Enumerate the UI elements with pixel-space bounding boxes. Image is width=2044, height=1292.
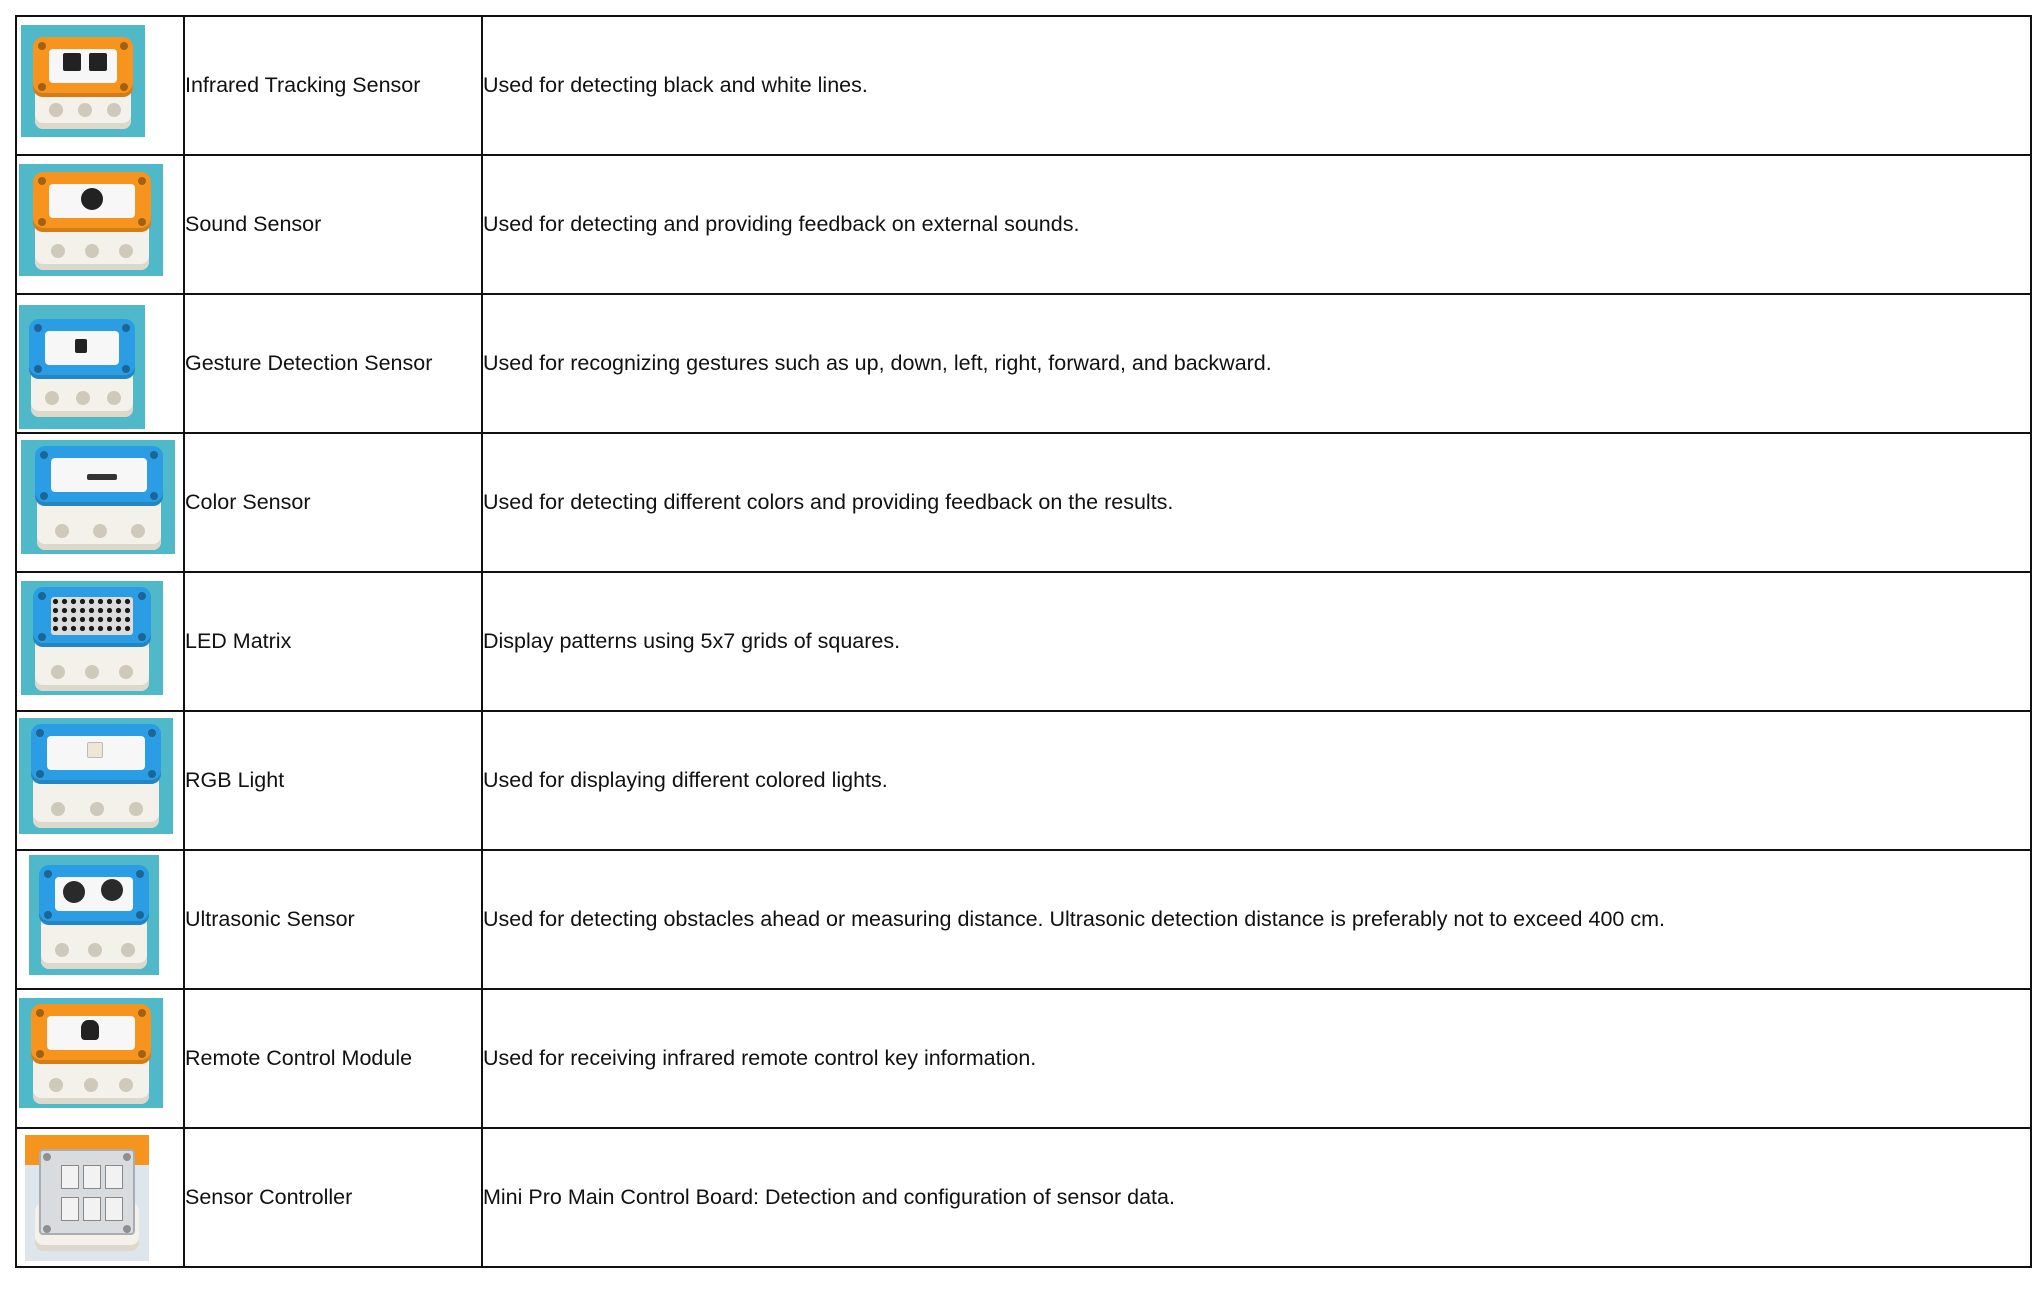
- rgb-light-image: [19, 718, 173, 834]
- module-image-cell: [16, 711, 184, 850]
- infrared-tracking-sensor-image: [21, 25, 145, 137]
- module-description: Used for receiving infrared remote control key information.: [482, 989, 2031, 1128]
- module-name: Infrared Tracking Sensor: [184, 16, 482, 155]
- module-image-cell: [16, 16, 184, 155]
- led-matrix-image: [21, 581, 163, 695]
- module-image-cell: [16, 572, 184, 711]
- module-image-cell: [16, 155, 184, 294]
- gesture-detection-sensor-image: [19, 305, 145, 429]
- module-name: LED Matrix: [184, 572, 482, 711]
- table-row: [16, 572, 2031, 711]
- module-name: RGB Light: [184, 711, 482, 850]
- module-name: Gesture Detection Sensor: [184, 294, 482, 433]
- table-row: [16, 711, 2031, 850]
- table-row: [16, 850, 2031, 989]
- module-description: Used for detecting different colors and providing feedback on the results.: [482, 433, 2031, 572]
- table-row: [16, 155, 2031, 294]
- module-description: Used for recognizing gestures such as up, down, left, right, forward, and backward.: [482, 294, 2031, 433]
- module-image-cell: [16, 850, 184, 989]
- module-description: Used for detecting and providing feedback on external sounds.: [482, 155, 2031, 294]
- module-description: Used for detecting obstacles ahead or measuring distance. Ultrasonic detection distance is preferably not to exceed 400 cm.: [482, 850, 2031, 989]
- table-row: [16, 433, 2031, 572]
- module-description: Used for displaying different colored lights.: [482, 711, 2031, 850]
- module-image-cell: [16, 989, 184, 1128]
- color-sensor-image: [21, 440, 175, 554]
- module-image-cell: [16, 1128, 184, 1267]
- table-row: [16, 1128, 2031, 1267]
- remote-control-module-image: [19, 998, 163, 1108]
- table-row: [16, 989, 2031, 1128]
- module-description: Display patterns using 5x7 grids of squares.: [482, 572, 2031, 711]
- table-row: [16, 16, 2031, 155]
- module-description: Used for detecting black and white lines.: [482, 16, 2031, 155]
- table-row: [16, 294, 2031, 433]
- module-image-cell: [16, 433, 184, 572]
- sound-sensor-image: [19, 164, 163, 276]
- module-name: Sound Sensor: [184, 155, 482, 294]
- module-image-cell: [16, 294, 184, 433]
- module-name: Sensor Controller: [184, 1128, 482, 1267]
- ultrasonic-sensor-image: [29, 855, 159, 975]
- module-name: Color Sensor: [184, 433, 482, 572]
- module-name: Ultrasonic Sensor: [184, 850, 482, 989]
- sensor-controller-image: [25, 1135, 149, 1261]
- sensor-module-table: [15, 15, 2032, 1268]
- module-description: Mini Pro Main Control Board: Detection and configuration of sensor data.: [482, 1128, 2031, 1267]
- module-name: Remote Control Module: [184, 989, 482, 1128]
